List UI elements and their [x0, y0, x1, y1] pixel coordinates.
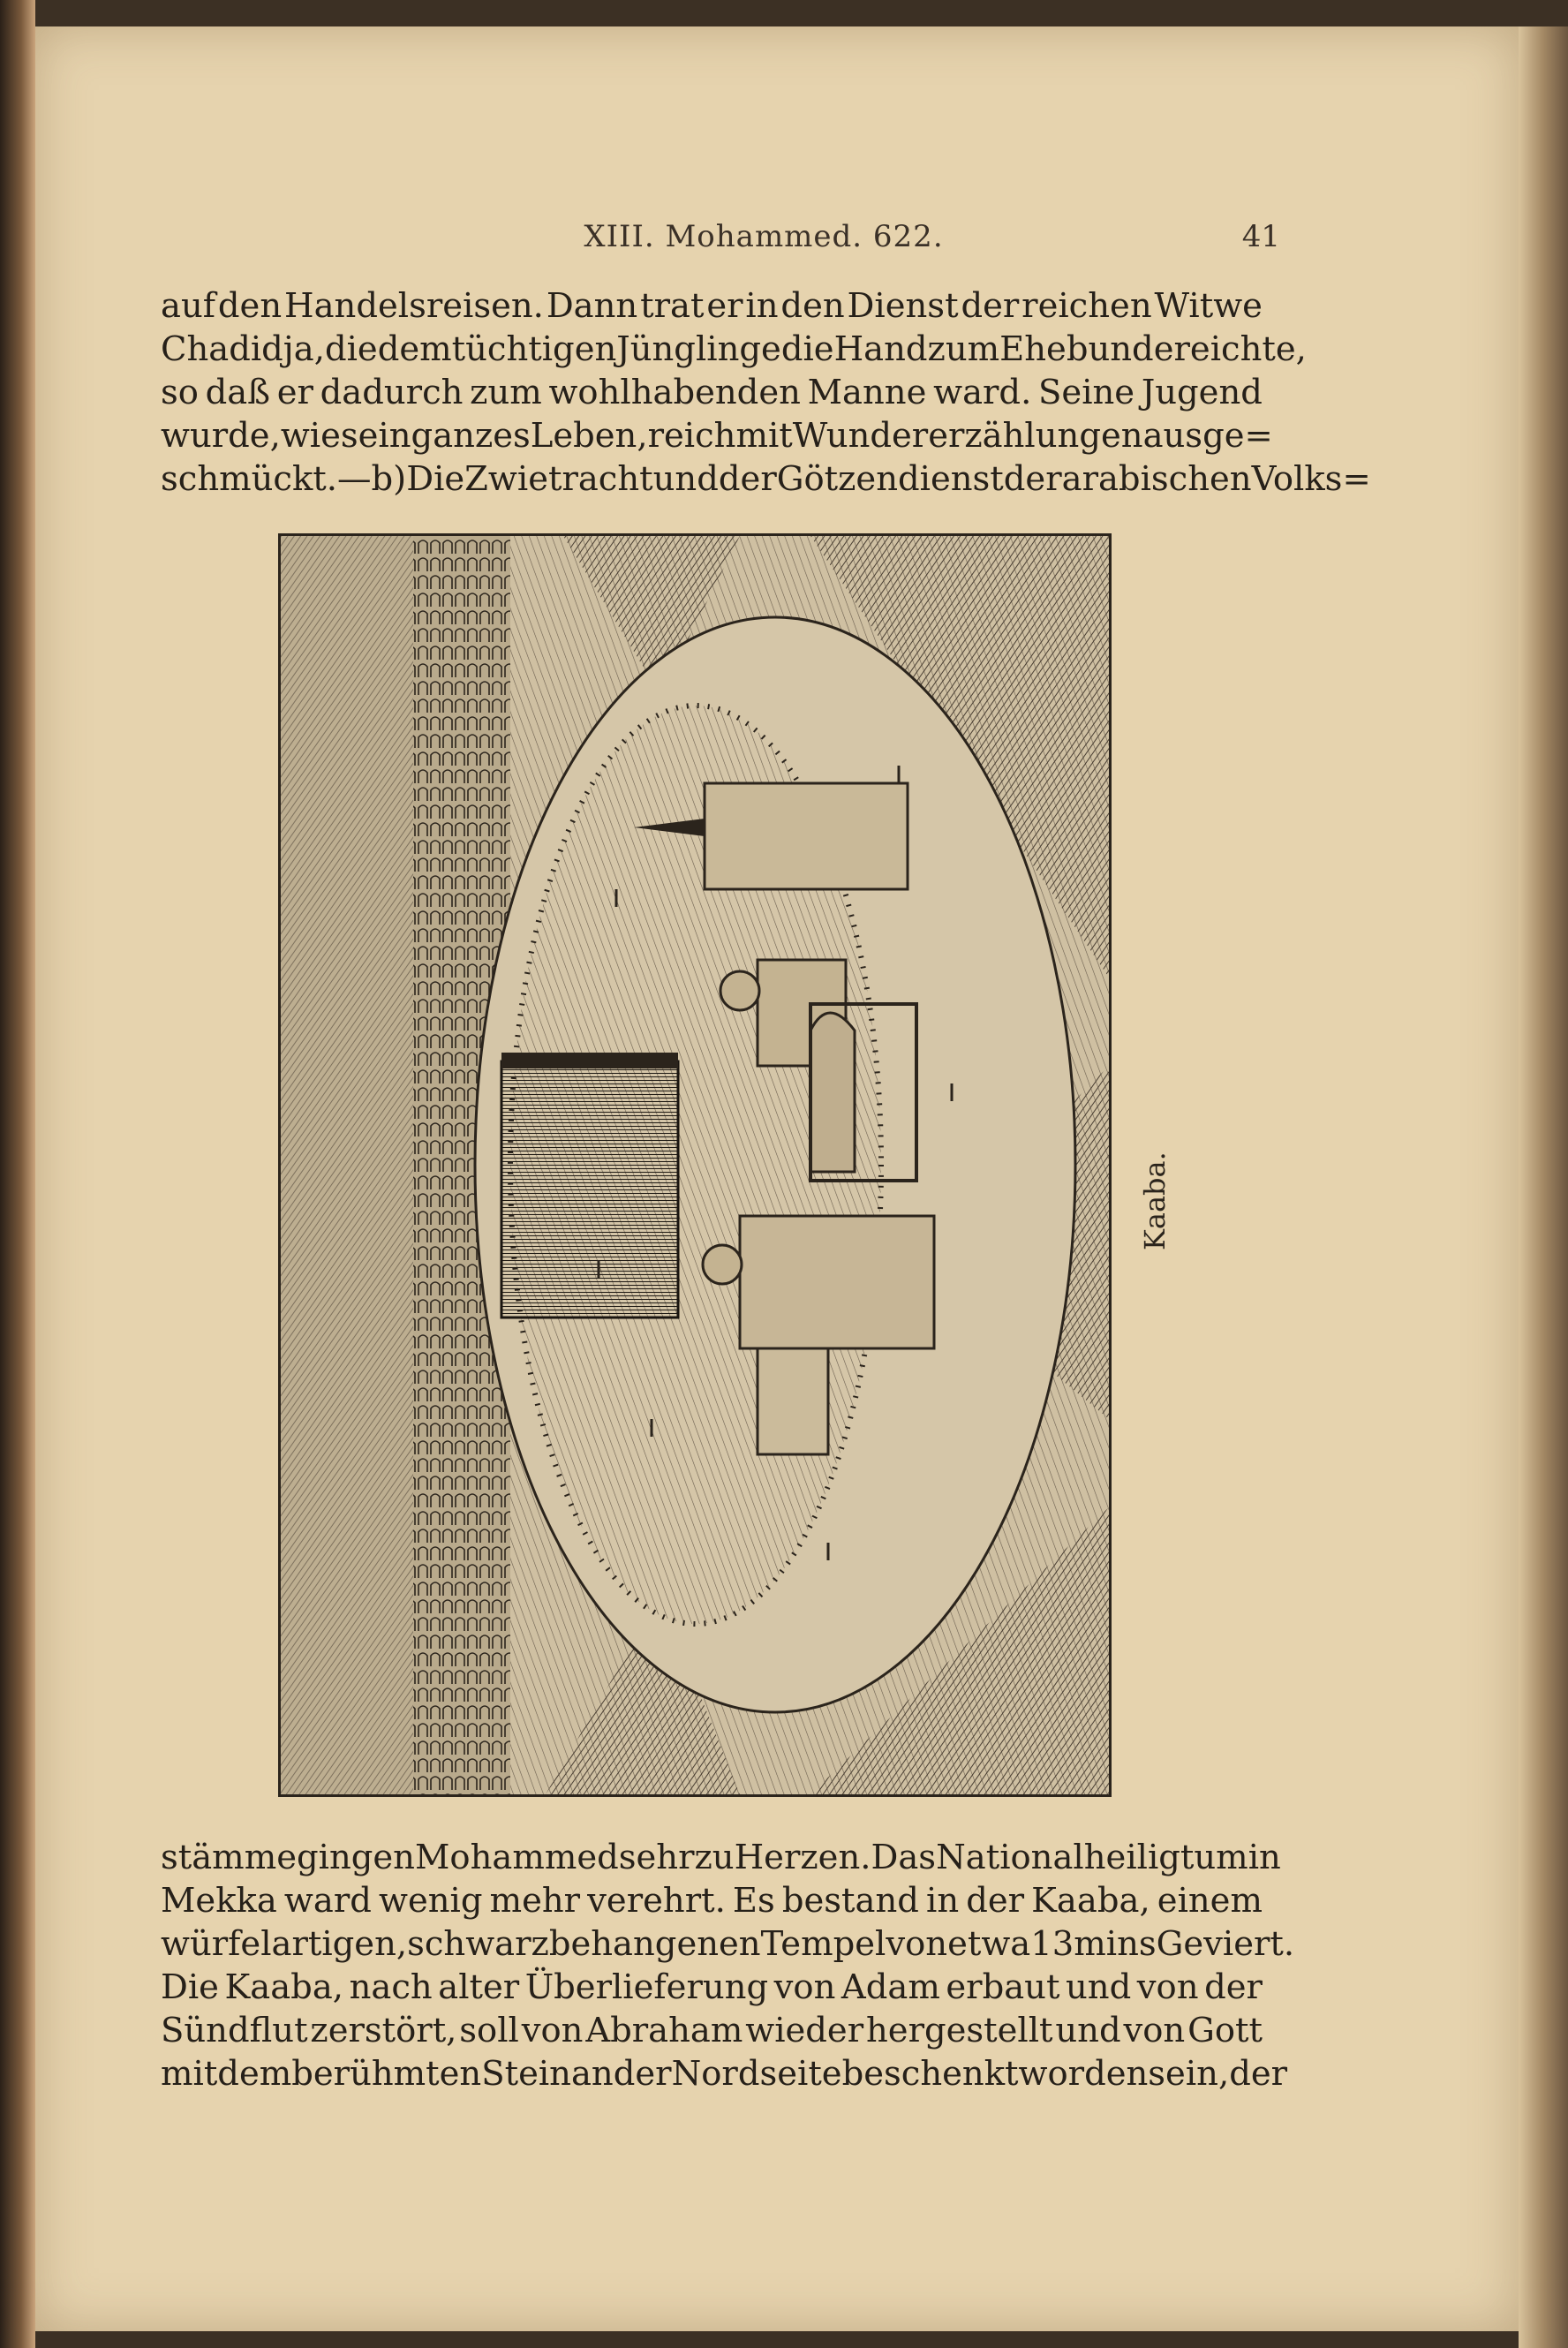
kaaba-illustration — [278, 533, 1112, 1797]
text-line: Sündflut zerstört, soll von Abraham wieder hergestellt und von Gott — [161, 2011, 1263, 2050]
text-line: Mekka ward wenig mehr verehrt. Es bestand in der Kaaba, einem — [161, 1881, 1263, 1921]
page-number: 41 — [1241, 219, 1280, 254]
text-line: mit dem berühmten Stein an der Nordseite beschenkt worden sein, der — [161, 2054, 1288, 2094]
text-line: auf den Handelsreisen. Dann trat er in den Dienst der reichen Witwe — [161, 286, 1263, 326]
paragraph-top — [161, 284, 1371, 501]
figure-caption: Kaaba. — [1138, 1151, 1172, 1250]
running-title: XIII. Mohammed. 622. — [584, 219, 944, 254]
running-header — [132, 219, 1280, 254]
paragraph-bottom — [161, 1836, 1295, 2095]
engraving-drawing — [281, 536, 1109, 1794]
book-binding-edge — [0, 0, 35, 2348]
text-line: Die Kaaba, nach alter Überlieferung von Adam erbaut und von der — [161, 1967, 1263, 2007]
text-line: Chadidja, die dem tüchtigen Jünglinge die Hand zum Ehebunde reichte, — [161, 329, 1307, 369]
text-line: würfelartigen, schwarzbehangenen Tempel von etwa 13 m ins Geviert. — [161, 1924, 1295, 1964]
text-line: stämme gingen Mohammed sehr zu Herzen. Das Nationalheiligtum in — [161, 1838, 1281, 1877]
text-line: wurde, wie sein ganzes Leben, reich mit Wundererzählungen ausge= — [161, 416, 1273, 456]
text-line: schmückt. — b) Die Zwietracht und der Götzendienst der arabischen Volks= — [161, 459, 1371, 499]
text-line: so daß er dadurch zum wohlhabenden Manne ward. Seine Jugend — [161, 373, 1263, 412]
page-stack-edge — [1519, 26, 1568, 2348]
